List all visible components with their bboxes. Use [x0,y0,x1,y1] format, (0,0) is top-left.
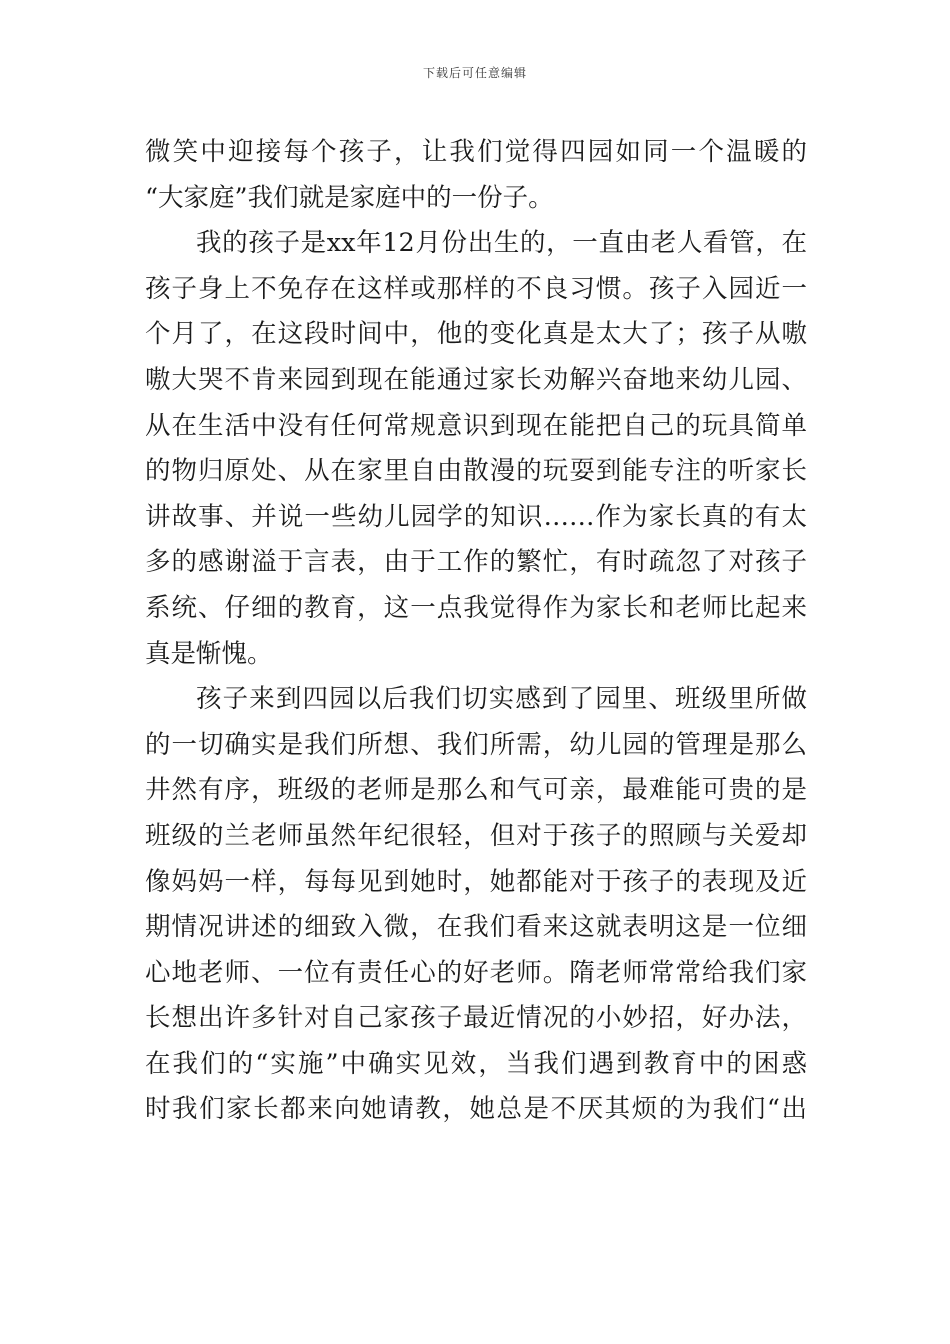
text-line: 的一切确实是我们所想、我们所需，幼儿园的管理是那么 [145,729,807,760]
text-line: 时我们家长都来向她请教，她总是不厌其烦的为我们“出 [145,1094,807,1125]
text-line: 多的感谢溢于言表，由于工作的繁忙，有时疏忽了对孩子 [145,547,807,578]
text-line: 嗷大哭不肯来园到现在能通过家长劝解兴奋地来幼儿园、 [145,364,807,395]
text-line: 微笑中迎接每个孩子，让我们觉得四园如同一个温暖的 [145,137,807,167]
document-body [145,130,807,1133]
text-line: 孩子身上不免存在这样或那样的不良习惯。孩子入园近一 [145,273,807,304]
text-line: 在我们的“实施”中确实见效，当我们遇到教育中的困惑 [145,1048,807,1079]
text-line: 从在生活中没有任何常规意识到现在能把自己的玩具简单 [145,410,807,441]
text-line: 心地老师、一位有责任心的好老师。隋老师常常给我们家 [145,957,807,988]
text-line: 井然有序，班级的老师是那么和气可亲，最难能可贵的是 [145,775,807,806]
text-line: 的物归原处、从在家里自由散漫的玩耍到能专注的听家长 [145,456,807,487]
text-line: 孩子来到四园以后我们切实感到了园里、班级里所做 [196,684,807,715]
text-line: 期情况讲述的细致入微，在我们看来这就表明这是一位细 [145,912,807,943]
text-line: “大家庭”我们就是家庭中的一份子。 [145,182,554,213]
text-line: 班级的兰老师虽然年纪很轻，但对于孩子的照顾与关爱却 [145,820,807,851]
text-line: 像妈妈一样，每每见到她时，她都能对于孩子的表现及近 [145,866,807,897]
page-header: 下载后可任意编辑 [422,66,527,80]
text-line: 讲故事、并说一些幼儿园学的知识……作为家长真的有太 [145,501,807,532]
text-line: 长想出许多针对自己家孩子最近情况的小妙招，好办法， [145,1003,807,1034]
text-line: 个月了，在这段时间中，他的变化真是太大了；孩子从嗷 [145,319,807,350]
text-line: 真是惭愧。 [145,638,273,669]
text-line: 系统、仔细的教育，这一点我觉得作为家长和老师比起来 [145,592,807,623]
text-line: 我的孩子是xx年12月份出生的，一直由老人看管，在 [196,228,807,259]
